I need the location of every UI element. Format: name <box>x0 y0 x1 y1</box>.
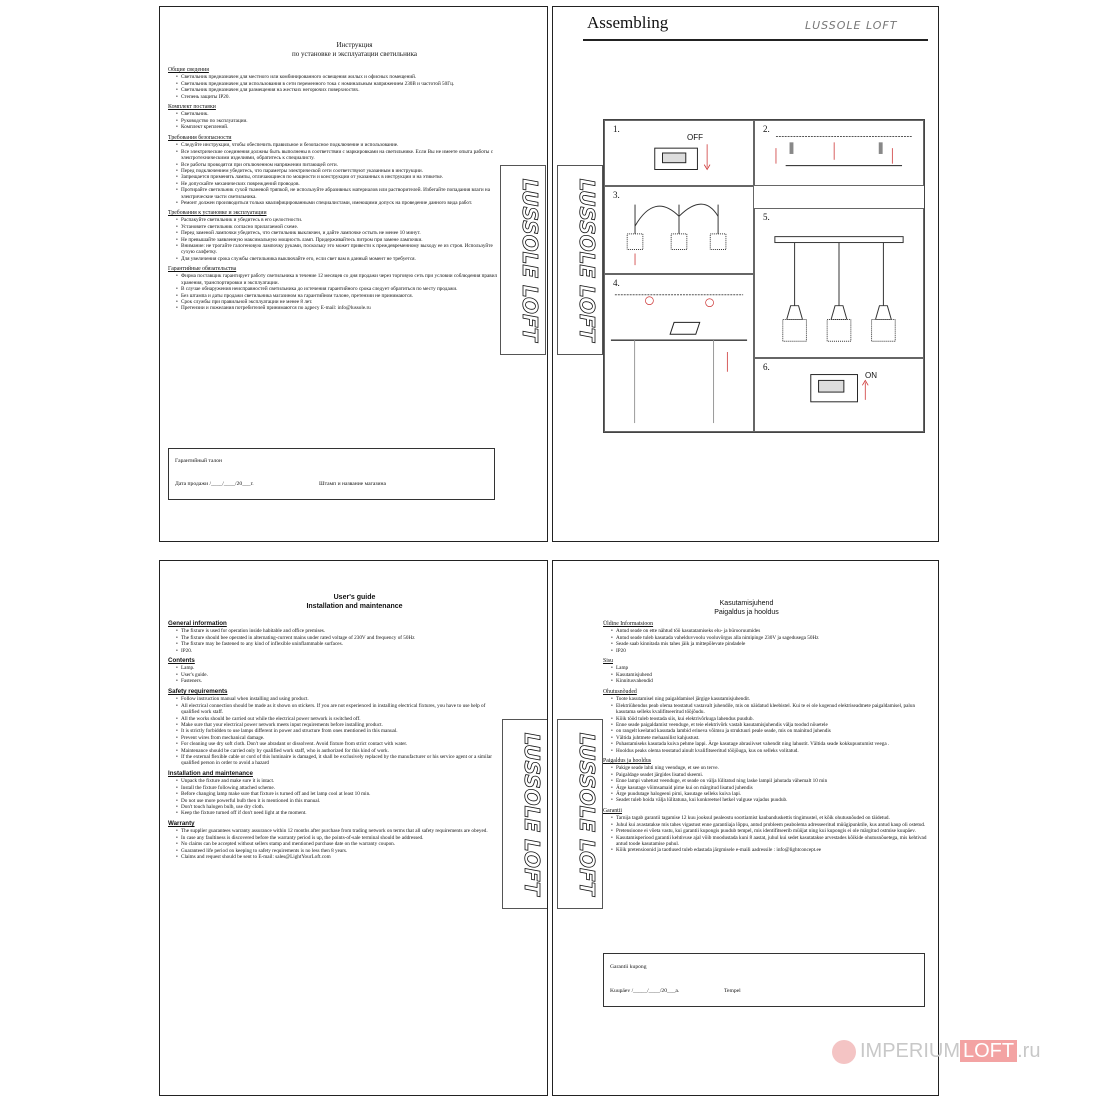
section-heading: Paigaldus ja hooldus <box>603 758 651 764</box>
list-item: • Guaranteed life period on keeping to safety requirements is no less then 8 years. <box>176 848 498 854</box>
list-item: • Для увеличения срока службы светильника выключайте его, если свет вам в данный момент не требуется. <box>176 256 498 262</box>
step-2-number: 2. <box>763 124 770 134</box>
ru-coupon-title: Гарантийный талон <box>175 458 223 464</box>
list-item: • Seade saab kinnitada mis tahes jäik ja mittepõlevate pindadele <box>611 641 933 647</box>
section-list <box>168 628 498 654</box>
list-item: • Претензии и пожелания потребителей принимаются по адресу E-mail: info@lussole.ru <box>176 305 498 311</box>
ru-title <box>160 41 548 59</box>
ru-warranty-coupon <box>168 448 495 500</box>
list-item: • Срок службы при правильной эксплуатации не менее 8 лет. <box>176 299 498 305</box>
list-item: • Перед подключением убедитесь, что параметры электрической сети соответствуют указанным в инструкции. <box>176 168 498 174</box>
list-item: • Kasutamisperiood garantii kehtivuse ajal võib moodustada kuni 8 aastat, juhul kui sedet kasutatakse arvestades kõikide ohutusnõuetega, mis kehtivad antud toode kasutamise puhul. <box>611 835 933 848</box>
lussole-loft-logo <box>503 720 547 908</box>
list-item: • Руководство по эксплуатации. <box>176 118 498 124</box>
brand-logo-vertical <box>500 165 546 355</box>
list-item: • The fixture should bee operated in alternating-current mains under rated voltage of 230V and frequency of 50Hz <box>176 635 498 641</box>
list-item: • Установите светильник согласно прилагаемой схеме. <box>176 224 498 230</box>
step-4-number: 4. <box>613 278 620 288</box>
list-item: • Enne lampi vahetust veenduge, et seade on välja lülitatud ning laske lampil jahutada vähemalt 10 min <box>611 778 933 784</box>
list-item: • Antud seade on ette nähtud töö kasutatamiseks elu- ja bürooruumides <box>611 628 933 634</box>
ru-coupon-stamp: Штамп и название магазина <box>319 481 387 487</box>
et-section <box>603 689 933 754</box>
list-item: • Не превышайте заявленную максимальную мощность ламп. Придерживайтесь питром при замене лампочки. <box>176 237 498 243</box>
section-heading: Warranty <box>168 820 195 827</box>
section-list <box>168 778 498 816</box>
section-list <box>168 696 498 766</box>
list-item: • Vältida juhtmete mehaanilist kahjustust. <box>611 735 933 741</box>
section-heading: Ohutusnõuded <box>603 689 637 695</box>
ru-title-line2: по установке и эксплуатации светильника <box>292 50 417 58</box>
logo-text: LUSSOLE LOFT <box>518 178 542 342</box>
list-item: • Before changing lamp make sure that fixture is turned off and let lamp cool at least 10 min. <box>176 791 498 797</box>
list-item: • Kõik tööd tuleb teostada siis, kui elektrivõrkuga lahendus puudub. <box>611 716 933 722</box>
section-list <box>168 74 498 100</box>
list-item: • If the external flexible cable or cord of this luminaire is damaged, it shall be exclusively replaced by the manufacturer or his service agent or a similar qualified person in order to avoid a hazard <box>176 754 498 767</box>
list-item: • Все работы проводятся при отключенном напряжении питающей сети. <box>176 162 498 168</box>
list-item: • Hooldus peaks olema teostatud ainult kvalifitseeritud tööjõuga, kus on selleks volitatud. <box>611 748 933 754</box>
brand-logo-vertical-3 <box>502 719 548 909</box>
list-item: • Don't touch halogen bulb, use dry cloth. <box>176 804 498 810</box>
watermark-tld: .ru <box>1017 1040 1041 1062</box>
section-list <box>603 628 933 654</box>
list-item: • It is strictly forbidden to use lamps different in power and structure from ones mentioned in this manual. <box>176 728 498 734</box>
english-user-guide-page <box>159 560 548 1096</box>
list-item: • Maintenance should be carried only by qualified work staff, who is authorized for this kind of work. <box>176 748 498 754</box>
list-item: • For cleaning use dry soft cloth. Don't use abradant or dissolvent. Avoid fixture from strict contact with water. <box>176 741 498 747</box>
switch-on-icon <box>755 359 923 431</box>
lussole-loft-logo <box>558 720 602 908</box>
watermark-brand-left: IMPERIUM <box>860 1040 960 1062</box>
section-list <box>168 273 498 311</box>
list-item: • Степень защиты IP20. <box>176 94 498 100</box>
list-item: • Внимание: не трогайте галогеновую лампочку руками, поскольку это может привести к преждевременному выходу ее из строя. Используйте сухую салфетку. <box>176 243 498 256</box>
section-list <box>168 217 498 262</box>
lussole-loft-logo <box>501 166 545 354</box>
list-item: • Запрещается применять лампы, отличающиеся по мощности и конструкции от указанных в инструкции и на этикетке. <box>176 174 498 180</box>
list-item: • Lamp <box>611 665 933 671</box>
logo-text: LUSSOLE LOFT <box>520 732 544 896</box>
et-warranty-coupon <box>603 953 925 1007</box>
section-heading: Требования безопасности <box>168 135 232 141</box>
section-list <box>603 765 933 803</box>
list-item: • Do not use more powerful bulb then it is mentioned in this manual. <box>176 798 498 804</box>
en-section <box>168 658 498 685</box>
list-item: • Светильник предназначен для использования в сети переменного тока с номинальным напряжением 230В и частотой 50Гц. <box>176 81 498 87</box>
brand-logo-vertical-4 <box>557 719 603 909</box>
pendant-shades-diagram <box>605 187 753 273</box>
list-item: • Toote kasutamisel ning paigaldamisel järgige kasutamisjuhendit. <box>611 696 933 702</box>
off-label: OFF <box>687 133 703 142</box>
list-item: • Seadet tuleb hoida välja lülitatuna, kui konkreetsel hetkel valguse vajadus puudub. <box>611 797 933 803</box>
section-list <box>603 815 933 853</box>
et-coupon-title: Garantii kupong <box>610 964 647 970</box>
step-5-number: 5. <box>763 212 770 222</box>
section-list <box>168 142 498 206</box>
ru-section <box>168 67 498 100</box>
step-2-cell <box>754 120 924 186</box>
en-section <box>168 821 498 860</box>
et-section <box>603 658 933 685</box>
list-item: • on rangelt keelatud kasutada lambid erineva võimsu ja struktuuri peale seade, mis on mainitud juhendis <box>611 728 933 734</box>
en-title-line2: Installation and maintenance <box>306 603 403 610</box>
list-item: • Pakige seade lahti ning veenduge, et see on terve. <box>611 765 933 771</box>
en-section <box>168 689 498 767</box>
ru-section <box>168 104 498 131</box>
list-item: • Ärge kasutage võimsamaid pirne kui on märgitud lisatud juhendis <box>611 785 933 791</box>
list-item: • Prevent wires from mechanical damage. <box>176 735 498 741</box>
en-title-line1: User's guide <box>333 594 376 601</box>
section-list <box>168 111 498 130</box>
list-item: • Lamp. <box>176 665 498 671</box>
list-item: • Светильник. <box>176 111 498 117</box>
section-heading: Installation and maintenance <box>168 770 253 777</box>
assembling-logo: LUSSOLE LOFT <box>805 19 898 32</box>
et-title-line2: Paigaldus ja hooldus <box>714 609 779 616</box>
list-item: • Juhul kui avastatakse mis tahes vigastust enne garantiiaja lõppu, antud probleem peabolema adresseeritud müügipunktile, kus antud kaup oli ostetud. <box>611 822 933 828</box>
russian-instructions-page <box>159 6 548 542</box>
step-4-cell <box>604 274 754 432</box>
list-item: • Enne seade paigaldamist veenduge, et teie elektrivõrk vastab kasutamisjuhendis välja toodud nõuetele <box>611 722 933 728</box>
list-item: • Kõik pretensioonid ja taotlused tuleb edastada järgmisele e-maili aadressile : info@lightconcept.ee <box>611 847 933 853</box>
list-item: • Без штампа и даты продажи светильника магазином на гарантийном талоне, претензии не принимаются. <box>176 293 498 299</box>
wiring-diagram <box>605 275 753 431</box>
list-item: • The fixture is used for operation inside habitable and office premises. <box>176 628 498 634</box>
list-item: • Pretensioone ei võeta vastu, kui garantii kupongis puudub tempel, mis identifitseerib müüjat ning kui kupongis ei ole märgitud ostmise kuupäev. <box>611 828 933 834</box>
ru-title-line1: Инструкция <box>336 41 373 49</box>
list-item: • All electrical connection should be made as it shown on stickers. If you are not experienced in installing electrical fixtures, you have to use help of qualified work staff. <box>176 703 498 716</box>
list-item: • User's guide. <box>176 672 498 678</box>
et-coupon-stamp: Tempel <box>724 988 741 994</box>
assembling-page <box>552 6 939 542</box>
section-heading: Требования к установке и эксплуатации <box>168 210 267 216</box>
en-section <box>168 621 498 654</box>
list-item: • Claims and request should be sent to E-mail: sales@LightYourLoft.com <box>176 854 498 860</box>
lussole-loft-logo <box>558 166 602 354</box>
list-item: • Следуйте инструкции, чтобы обеспечить правильное и безопасное подключение и использование. <box>176 142 498 148</box>
et-coupon-date: Kuupäev /_____/____/20___a. <box>610 988 680 994</box>
section-heading: Sisu <box>603 658 613 664</box>
list-item: • Puhastamiseks kasutada kuiva pehme lappi. Ärge kasutage abrasiivset vahendit ning lahustit. Vältida seade kokkupuutumist veega . <box>611 741 933 747</box>
logo-text: LUSSOLE LOFT <box>575 732 599 896</box>
et-title-line1: Kasutamisjuhend <box>719 600 774 607</box>
section-heading: Общие сведения <box>168 67 209 73</box>
list-item: • Комплект креплений. <box>176 124 498 130</box>
section-heading: Гарантийные обязательства <box>168 266 237 272</box>
list-item: • IP20. <box>176 648 498 654</box>
assembling-title: Assembling <box>587 13 669 32</box>
list-item: • Install the fixture following attached scheme. <box>176 785 498 791</box>
step-1-number: 1. <box>613 124 620 134</box>
list-item: • Протирайте светильник сухой тканевой тряпкой, не используйте абразивных материалов или растворителей. Избегайте попадания влаги на электрические части светильника. <box>176 187 498 200</box>
estonian-user-guide-page <box>552 560 939 1096</box>
list-item: • Unpack the fixture and make sure it is intact. <box>176 778 498 784</box>
section-heading: Contents <box>168 657 195 664</box>
ru-section <box>168 135 498 206</box>
switch-off-icon <box>605 121 753 185</box>
section-list <box>168 665 498 684</box>
assembly-steps-grid <box>603 119 925 433</box>
section-heading: Safety requirements <box>168 688 228 695</box>
section-list <box>603 665 933 684</box>
section-heading: Üldine Informatsioon <box>603 621 654 627</box>
ru-section <box>168 210 498 262</box>
title-rule <box>583 39 928 41</box>
list-item: • Make sure that your electrical power network meets input requirements before installing product. <box>176 722 498 728</box>
ru-coupon-date: Дата продажи /____/____/20___г. <box>175 481 254 487</box>
en-title <box>160 593 548 611</box>
et-title <box>553 599 939 617</box>
list-item: • Keep the fixture turned off if don't need light at the moment. <box>176 810 498 816</box>
section-heading: Комплект поставки <box>168 104 216 110</box>
brand-logo-vertical-2 <box>557 165 603 355</box>
list-item: • Распакуйте светильник и убедитесь в его целостности. <box>176 217 498 223</box>
list-item: • Ärge puudutage halogeeni pirni, kasutage selleks kuiva lapi. <box>611 791 933 797</box>
section-list <box>168 828 498 860</box>
on-label: ON <box>865 371 877 380</box>
list-item: • Follow instruction manual when installing and using product. <box>176 696 498 702</box>
step-3-cell <box>604 186 754 274</box>
list-item: • IP20 <box>611 648 933 654</box>
list-item: • Paigaldage seadet järgides lisatud skeemi. <box>611 772 933 778</box>
step-3-number: 3. <box>613 190 620 200</box>
list-item: • No claims can be accepted without sellers stamp and mentioned purchase date on the warranty coupon. <box>176 841 498 847</box>
section-list <box>603 696 933 754</box>
section-heading: General information <box>168 620 227 627</box>
ceiling-mount-diagram <box>755 121 923 185</box>
list-item: • The fixture may be fastened to any kind of inflexible uninflammable surfaces. <box>176 641 498 647</box>
et-section <box>603 621 933 654</box>
en-section <box>168 771 498 817</box>
step-6-number: 6. <box>763 362 770 372</box>
imperiumloft-watermark <box>830 1040 1040 1063</box>
list-item: • Светильник предназначен для местного или комбинированного освещения жилых и офисных помещений. <box>176 74 498 80</box>
list-item: • Не допускайте механических повреждений проводов. <box>176 181 498 187</box>
list-item: • Antud seade tuleb kasutada vahelduvvoolu vooluvõrgus alla nimipinge 230V ja sagedusega 50Hz <box>611 635 933 641</box>
list-item: • Перед заменой лампочки убедитесь, что светильник выключен, и дайте лампочке остыть не менее 10 минут. <box>176 230 498 236</box>
list-item: • Fasteners. <box>176 678 498 684</box>
list-item: • В случае обнаружения неисправностей светильника до истечения гарантийного срока следует обратиться по месту продажи. <box>176 286 498 292</box>
list-item: • Elektriühendus peab olema teostatud vastavalt juhendile, mis on näidatud kleebistel. Kui te ei ole kogenud elektriseadmete paigaldamisel, palun kasutama selleks kvalifitseeritud tööjõudu. <box>611 703 933 716</box>
list-item: • All the works should be carried out while the electrical power network is switched off. <box>176 716 498 722</box>
list-item: • Kinnitusvahendid <box>611 678 933 684</box>
watermark-brand-right: LOFT <box>960 1040 1017 1062</box>
list-item: • In case any faultiness is discovered before the warranty period is up, the points-of-sale terminal should be addressed. <box>176 835 498 841</box>
list-item: • Светильник предназначен для размещения на жестких негорючих поверхностях. <box>176 87 498 93</box>
list-item: • Tarnija tagab garantii tagamise 12 kuu jooksul pealeostu soortiamist kaubanduskettis tingimustel, et kõik ohutusnõuded on täidetud. <box>611 815 933 821</box>
list-item: • Все электрические соединения должны быть выполнены в соответствии с маркировками на светильнике. Если Вы не имеете опыта работы с электротехническими изделиями, обратитесь к специалисту. <box>176 149 498 162</box>
step-5-cell <box>754 208 924 358</box>
ru-section <box>168 266 498 312</box>
step-6-cell <box>754 358 924 432</box>
et-section <box>603 808 933 854</box>
section-heading: Garantii <box>603 808 622 814</box>
list-item: • Kasutamisjuhend <box>611 672 933 678</box>
logo-text: LUSSOLE LOFT <box>575 178 599 342</box>
list-item: • The supplier guarantees warranty assurance within 12 months after purchase from trading network on terms that all safety requirements are obeyed. <box>176 828 498 834</box>
et-section <box>603 758 933 804</box>
list-item: • Ремонт должен производиться только квалифицированными специалистами, имеющими допуск на проведение данного вида работ. <box>176 200 498 206</box>
list-item: • Фирма поставщик гарантирует работу светильника в течение 12 месяцев со дня продажи через торговую сеть при условии соблюдения правил хранения, транспортировки и эксплуатации. <box>176 273 498 286</box>
step-1-cell <box>604 120 754 186</box>
finished-fixture-diagram <box>755 209 923 357</box>
